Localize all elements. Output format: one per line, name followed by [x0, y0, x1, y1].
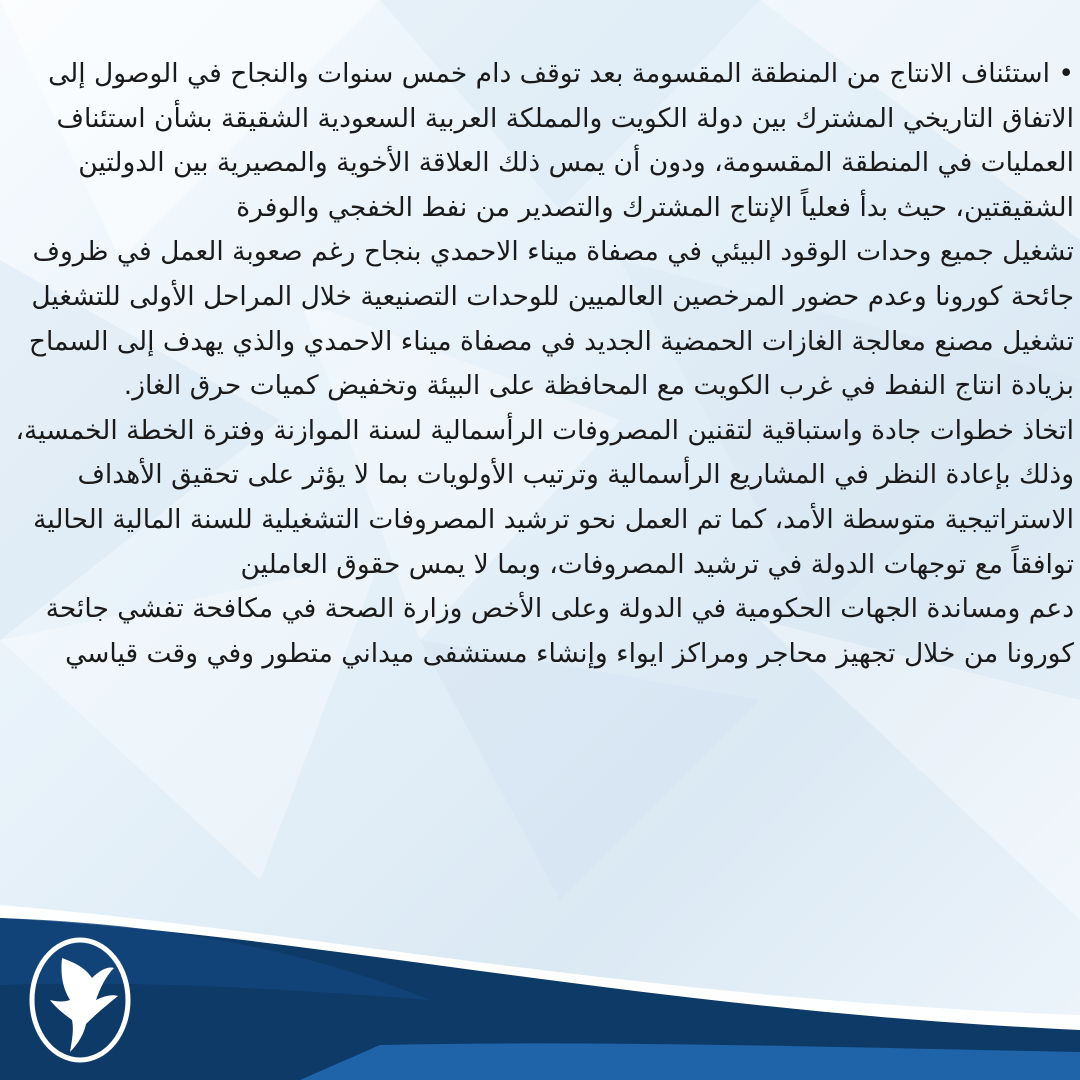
paragraph-2: تشغيل جميع وحدات الوقود البيئي في مصفاة ميناء الاحمدي بنجاح رغم صعوبة العمل في ظروف جائحة كورونا وعدم حضور المرخصين العالميين للوحدات التصنيعية خلال المراحل الأولى للتشغيل	[31, 236, 1074, 312]
report-text	[12, 52, 1074, 676]
paragraph-1: • استئناف الانتاج من المنطقة المقسومة بعد توقف دام خمس سنوات والنجاح في الوصول إلى الاتفاق التاريخي المشترك بين دولة الكويت والمملكة العربية السعودية الشقيقة بشأن استئناف العمليات في المنطقة المقسومة، ودون أن يمس ذلك العلاقة الأخوية والمصيرية بين الدولتين الشقيقتين، حيث بدأ فعلياً الإنتاج المشترك والتصدير من نفط الخفجي والوفرة	[48, 58, 1074, 223]
paragraph-4: اتخاذ خطوات جادة واستباقية لتقنين المصروفات الرأسمالية لسنة الموازنة وفترة الخطة الخمسية، وذلك بإعادة النظر في المشاريع الرأسمالية وترتيب الأولويات بما لا يؤثر على تحقيق الأهداف الاستراتيجية متوسطة الأمد، كما تم العمل نحو ترشيد المصروفات التشغيلية للسنة المالية الحالية توافقاً مع توجهات الدولة في ترشيد المصروفات، وبما لا يمس حقوق العاملين	[15, 414, 1074, 580]
paragraph-5: دعم ومساندة الجهات الحكومية في الدولة وعلى الأخص وزارة الصحة في مكافحة تفشي جائحة كورونا من خلال تجهيز محاجر ومراكز ايواء وإنشاء مستشفى ميداني متطور وفي وقت قياسي	[45, 593, 1074, 669]
paragraph-3: تشغيل مصنع معالجة الغازات الحمضية الجديد في مصفاة ميناء الاحمدي والذي يهدف إلى السماح بزيادة انتاج النفط في غرب الكويت مع المحافظة على البيئة وتخفيض كميات حرق الغاز.	[28, 325, 1074, 402]
